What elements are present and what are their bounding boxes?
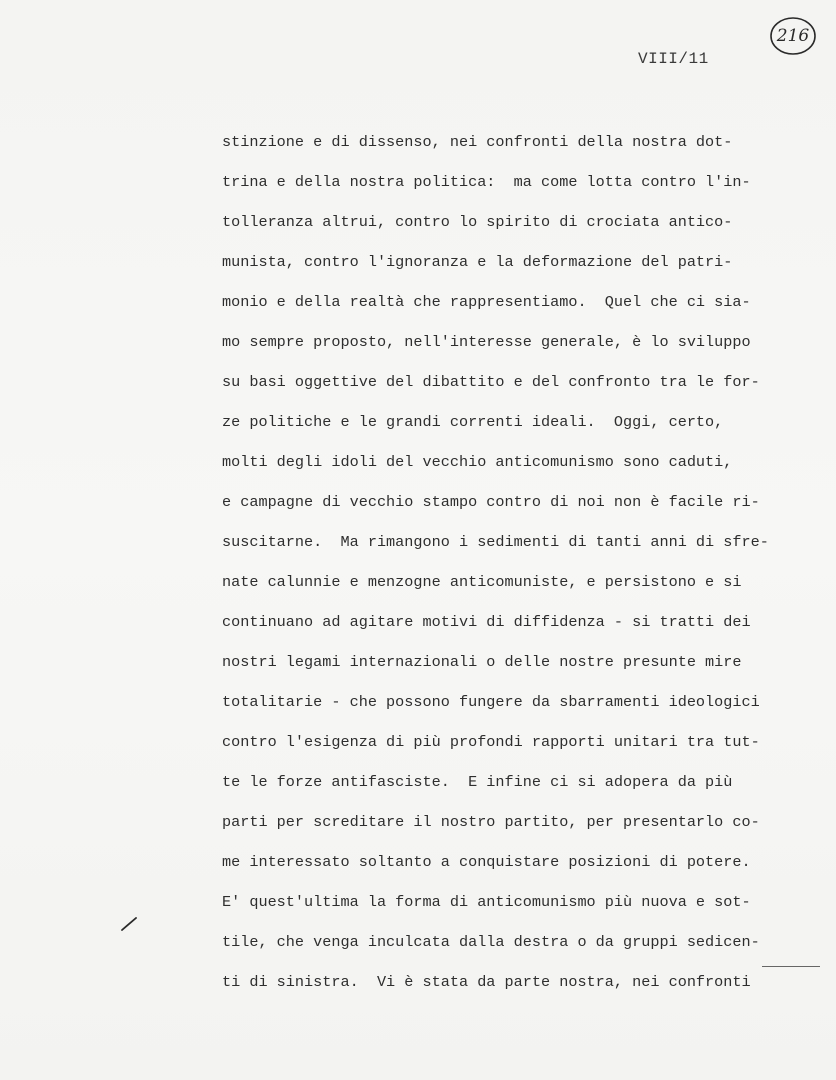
text-line: trina e della nostra politica: ma come lotta contro l'in- bbox=[222, 173, 751, 191]
text-line: molti degli idoli del vecchio anticomunismo sono caduti, bbox=[222, 453, 733, 471]
margin-pen-mark-icon bbox=[118, 912, 140, 934]
page-number-text: 216 bbox=[776, 26, 810, 46]
text-line: E' quest'ultima la forma di anticomunismo più nuova e sot- bbox=[222, 893, 751, 911]
text-line: su basi oggettive del dibattito e del confronto tra le for- bbox=[222, 373, 760, 391]
text-line: parti per screditare il nostro partito, per presentarlo co- bbox=[222, 813, 760, 831]
text-line: monio e della realtà che rappresentiamo. Quel che ci sia- bbox=[222, 293, 751, 311]
text-line: nate calunnie e menzogne anticomuniste, e persistono e si bbox=[222, 573, 742, 591]
reference-code: VIII/11 bbox=[638, 50, 709, 68]
text-line: totalitarie - che possono fungere da sbarramenti ideologici bbox=[222, 693, 760, 711]
text-line: stinzione e di dissenso, nei confronti della nostra dot- bbox=[222, 133, 733, 151]
text-line: me interessato soltanto a conquistare posizioni di potere. bbox=[222, 853, 751, 871]
text-line: ze politiche e le grandi correnti ideali. Oggi, certo, bbox=[222, 413, 724, 431]
text-line: e campagne di vecchio stampo contro di noi non è facile ri- bbox=[222, 493, 760, 511]
typewritten-body bbox=[222, 128, 822, 1008]
text-line: mo sempre proposto, nell'interesse generale, è lo sviluppo bbox=[222, 333, 751, 351]
text-line: nostri legami internazionali o delle nostre presunte mire bbox=[222, 653, 742, 671]
text-line: tile, che venga inculcata dalla destra o da gruppi sedicen- bbox=[222, 933, 760, 951]
text-line: suscitarne. Ma rimangono i sedimenti di tanti anni di sfre- bbox=[222, 533, 769, 551]
text-line: munista, contro l'ignoranza e la deformazione del patri- bbox=[222, 253, 733, 271]
text-line: continuano ad agitare motivi di diffidenza - si tratti dei bbox=[222, 613, 751, 631]
text-line: contro l'esigenza di più profondi rapporti unitari tra tut- bbox=[222, 733, 760, 751]
page-end-rule bbox=[762, 966, 820, 967]
handwritten-page-number bbox=[768, 14, 818, 58]
text-line: te le forze antifasciste. E infine ci si adopera da più bbox=[222, 773, 733, 791]
text-line: ti di sinistra. Vi è stata da parte nostra, nei confronti bbox=[222, 973, 751, 991]
text-line: tolleranza altrui, contro lo spirito di crociata antico- bbox=[222, 213, 733, 231]
